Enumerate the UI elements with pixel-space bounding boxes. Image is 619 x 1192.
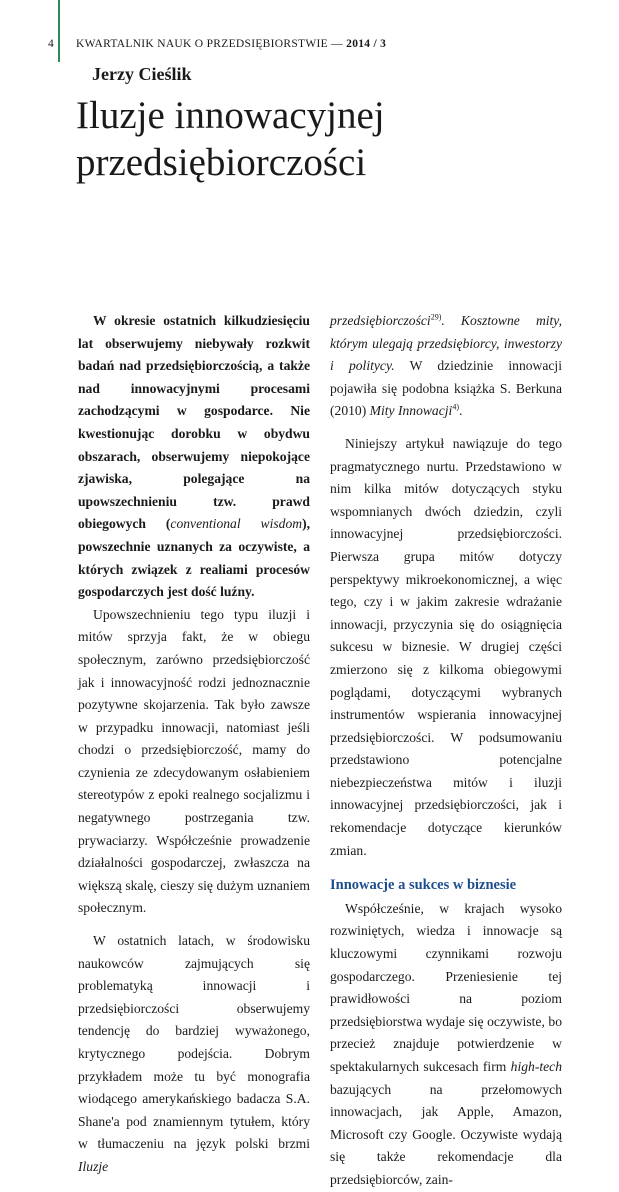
journal-name: KWARTALNIK NAUK O PRZEDSIĘBIORSTWIE — 2014 / 3 <box>76 38 387 50</box>
right-column <box>330 310 562 1192</box>
body-paragraph: Współcześnie, w krajach wysoko rozwiniętych, wiedza i innowacje są kluczowymi czynnikami rozwoju gospodarczego. Przeniesienie tej prawidłowości na poziom przedsiębiorstwa wydaje się oczywiste, bo przecież znajduje potwierdzenie w spektakularnych sukcesach firm high-tech bazujących na przełomowych innowacjach, jak Apple, Amazon, Microsoft czy Google. Oczywiste wydają się także rekomendacje dla przedsiębiorców, zain- <box>330 900 562 1187</box>
article-author: Jerzy Cieślik <box>92 64 192 84</box>
body-paragraph: Niniejszy artykuł nawiązuje do tego pragmatycznego nurtu. Przedstawiono w nim kilka mitów dotyczących styku wspomnianych dwóch dziedzin, czyli innowacyjnej przedsiębiorczości. Pierwsza grupa mitów dotyczy perspektywy mikroekonomicznej, a więc tego, czy i w jakim zakresie wdrażanie innowacji, przyczynia się do osiągnięcia sukcesu w biznesie. W drugiej części zmierzono się z kilkoma obiegowymi poglądami, dotyczącymi wybranych instrumentów wspierania innowacyjnej przedsiębiorczości. W podsumowaniu przedstawiono potencjalne niebezpieczeństwa mitów i iluzji innowacyjnej przedsiębiorczości, jak i rekomendacje dotyczące kierunków zmian. <box>330 435 562 858</box>
footnote-ref: 29) <box>430 312 442 322</box>
section-heading: Innowacje a sukces w biznesie <box>330 877 517 894</box>
footnote-ref: 4) <box>452 402 459 412</box>
lead-paragraph: W okresie ostatnich kilkudziesięciu lat obserwujemy niebywały rozkwit badań nad przedsiębiorczością, a także nad innowacyjnymi procesami zachodzącymi w gospodarce. Nie kwestionując dorobku w obydwu obszarach, obserwujemy niepokojące zjawiska, polegające na upowszechnieniu tzw. prawd obiegowych (conventional wisdom), powszechnie uznanych za oczywiste, a których związek z realiami procesów gospodarczych jest dość luźny. <box>78 313 310 600</box>
body-paragraph: przedsiębiorczości$^{29)}$. Kosztowne mity, którym ulegają przedsiębiorcy, inwestorzy i politycy. W dziedzinie innowacji pojawiła się podobna książka S. Berkuna (2010) Mity Innowacji$^{4)}$. <box>330 312 562 419</box>
margin-rule <box>58 0 60 62</box>
journal-issue: 2014 / 3 <box>346 38 387 50</box>
page-number: 4 <box>48 38 55 50</box>
body-paragraph: W ostatnich latach, w środowisku naukowców zajmujących się problematyką innowacji i przedsiębiorczości obserwujemy tendencję do bardziej wyważonego, krytycznego podejścia. Dobrym przykładem może tu być monografia wiodącego amerykańskiego badacza S.A. Shane'a pod znamiennym tytułem, który w tłumaczeniu na język polski brzmi Iluzje <box>78 933 310 1174</box>
article-title: Iluzje innowacyjnej przedsiębiorczości <box>76 94 385 184</box>
left-column <box>78 310 310 1179</box>
body-paragraph: Upowszechnieniu tego typu iluzji i mitów sprzyja fakt, że w obiegu społecznym, zarówno przedsiębiorczość jak i innowacyjność rodzi jednoznacznie pozytywne skojarzenia. Tak było zawsze w przypadku innowacji, natomiast jeśli chodzi o przedsiębiorczość, mamy do czynienia ze zdecydowanym osłabieniem stereotypów z epoki realnego socjalizmu i negatywnego postrzegania tzw. prywaciarzy. Współcześnie prowadzenie działalności gospodarczej, zwłaszcza na większą skalę, cieszy się dużym uznaniem społecznym. <box>78 606 310 916</box>
